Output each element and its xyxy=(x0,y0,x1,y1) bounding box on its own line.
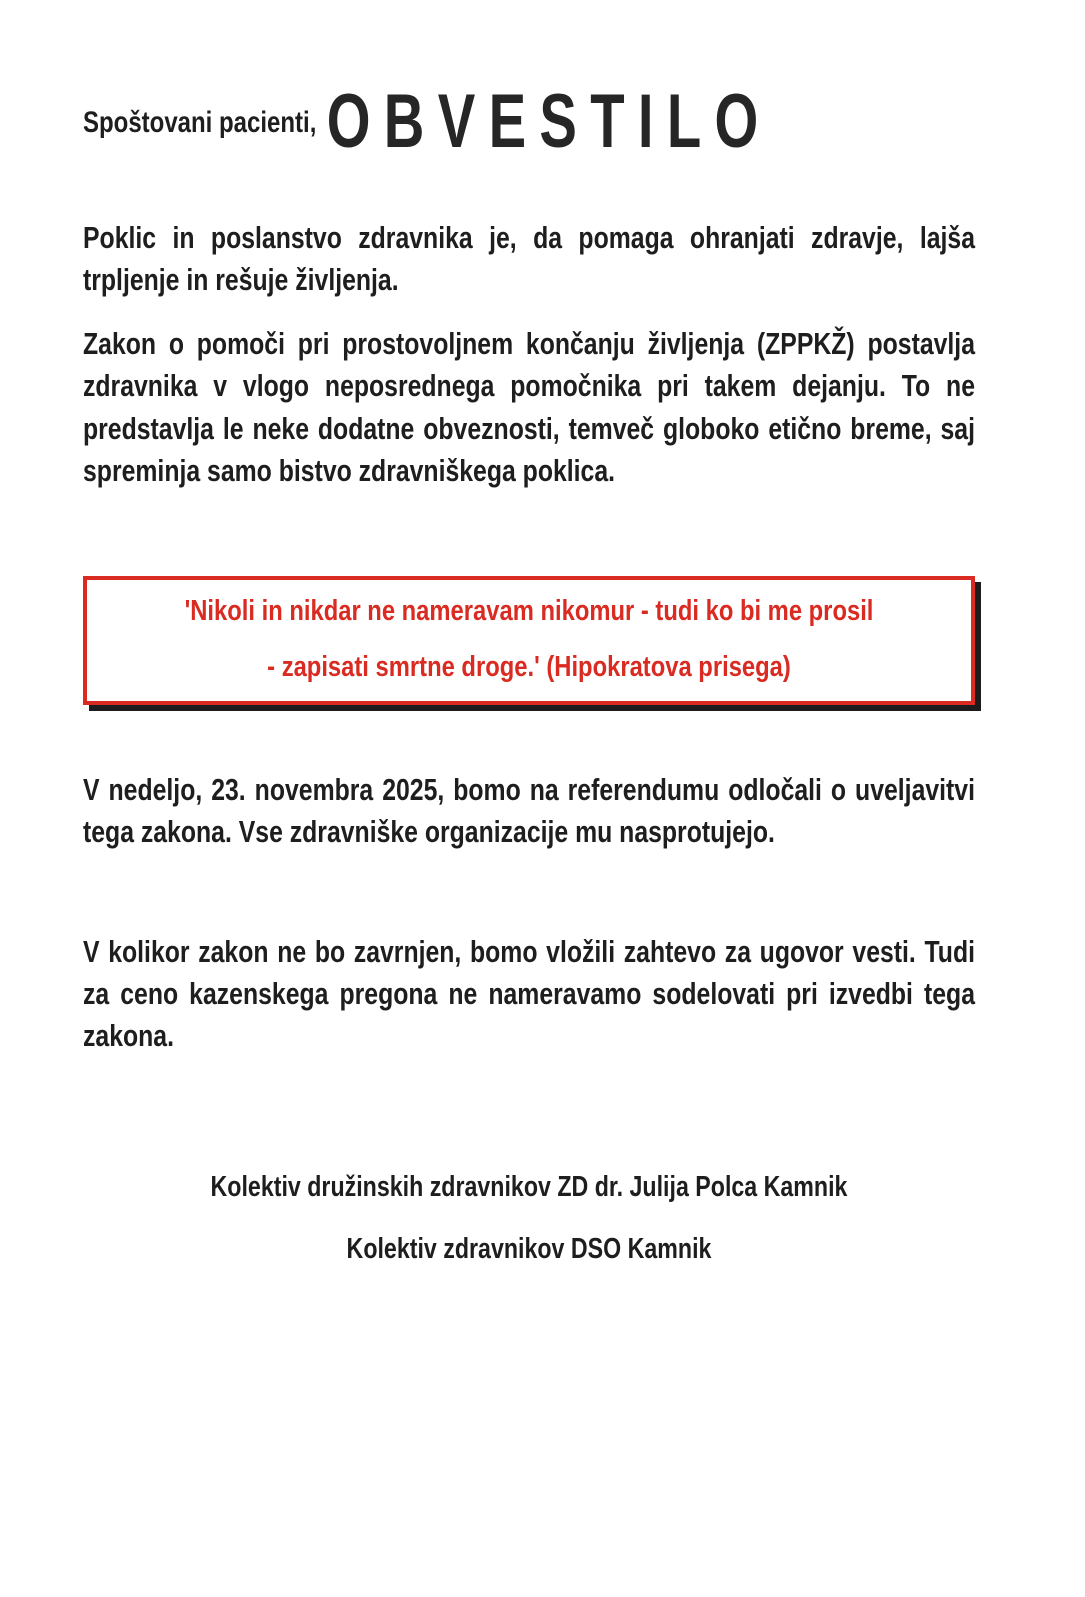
document-body xyxy=(83,0,975,1267)
page-title: OBVESTILO xyxy=(326,79,772,164)
paragraph-referendum: V nedeljo, 23. novembra 2025, bomo na referendumu odločali o uveljavitvi tega zakona. Vse zdravniške organizacije mu nasprotujejo. xyxy=(83,771,975,849)
signature-block xyxy=(83,1058,975,1268)
hippocratic-oath-quote-box xyxy=(83,576,975,705)
quote-line-1: 'Nikoli in nikdar ne nameravam nikomur - tudi ko bi me prosil xyxy=(184,594,874,627)
quote-line-2: - zapisati smrtne droge.' (Hipokratova prisega) xyxy=(267,651,791,684)
signature-line-2: Kolektiv zdravnikov DSO Kamnik xyxy=(346,1233,712,1266)
paragraph-law-description: Zakon o pomoči pri prostovoljnem končanju življenja (ZPPKŽ) postavlja zdravnika v vlogo neposrednega pomočnika pri takem dejanju. To ne predstavlja le neke dodatne obveznosti, temveč globoko etično breme, saj spreminja samo bistvo zdravniškega poklica. xyxy=(83,326,975,488)
paragraph-conscientious-objection: V kolikor zakon ne bo zavrnjen, bomo vložili zahtevo za ugovor vesti. Tudi za ceno kazenskega pregona ne nameravamo sodelovati pri izvedbi tega zakona. xyxy=(83,934,975,1054)
salutation-text: Spoštovani pacienti, xyxy=(83,106,317,139)
signature-line-1: Kolektiv družinskih zdravnikov ZD dr. Julija Polca Kamnik xyxy=(210,1170,848,1203)
paragraph-mission: Poklic in poslanstvo zdravnika je, da pomaga ohranjati zdravje, lajša trpljenje in rešuje življenja. xyxy=(83,220,975,298)
quote-box-container xyxy=(83,492,975,705)
